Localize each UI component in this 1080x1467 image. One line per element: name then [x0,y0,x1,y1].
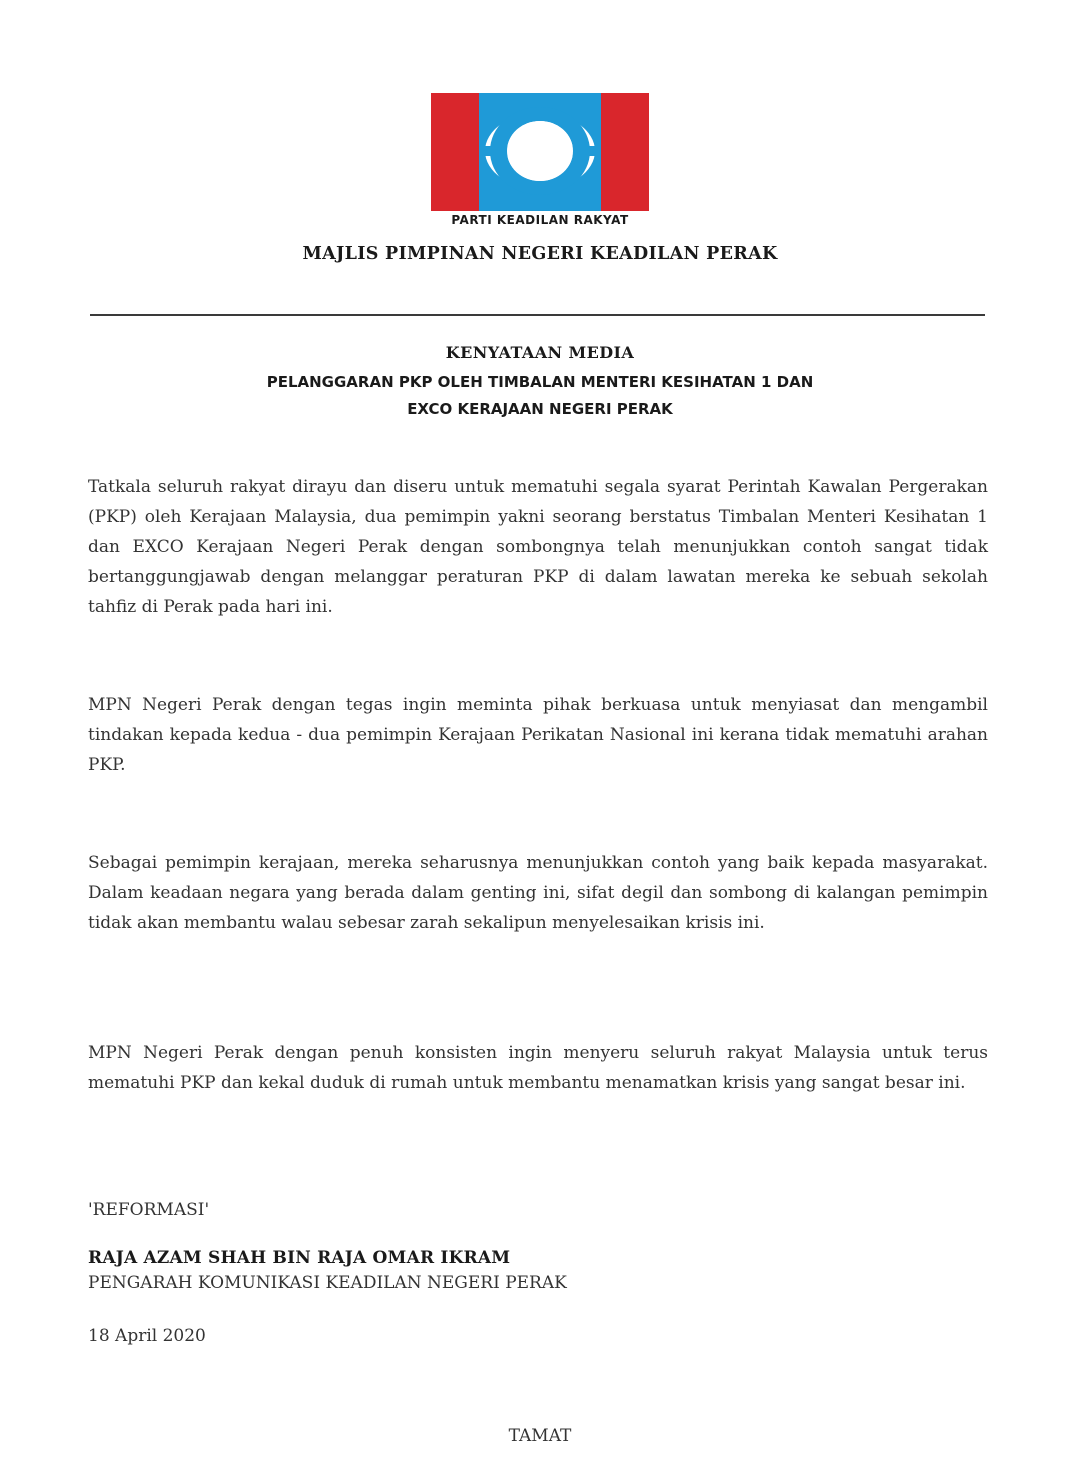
subject-heading-line-2: EXCO KERAJAAN NEGERI PERAK [407,400,673,418]
body-paragraph-2: MPN Negeri Perak dengan tegas ingin meminta pihak berkuasa untuk menyiasat dan mengambil tindakan kepada kedua - dua pemimpin Kerajaan Perikatan Nasional ini kerana tidak mematuhi arahan PKP. [88,695,988,775]
logo-red-bar-left [431,93,479,211]
party-logo [431,93,649,211]
logo-caption: PARTI KEADILAN RAKYAT [451,213,629,227]
subject-heading-line-1: PELANGGARAN PKP OLEH TIMBALAN MENTERI KESIHATAN 1 DAN [266,373,814,391]
body-paragraph-1: Tatkala seluruh rakyat dirayu dan diseru untuk mematuhi segala syarat Perintah Kawalan Pergerakan (PKP) oleh Kerajaan Malaysia, dua pemimpin yakni seorang berstatus Timbalan Menteri Kesihatan 1 dan EXCO Kerajaan Negeri Perak dengan sombongnya telah menunjukkan contoh sangat tidak bertanggungjawab dengan melanggar peraturan PKP di dalam lawatan mereka ke sebuah sekolah tahfiz di Perak pada hari ini. [88,477,988,617]
logo-red-bar-right [601,93,649,211]
body-paragraph-3: Sebagai pemimpin kerajaan, mereka seharusnya menunjukkan contoh yang baik kepada masyarakat. Dalam keadaan negara yang berada dalam genting ini, sifat degil dan sombong di kalangan pemimpin tidak akan membantu walau sebesar zarah sekalipun menyelesaikan krisis ini. [88,853,988,933]
document-type-heading: KENYATAAN MEDIA [445,343,635,362]
organization-name: MAJLIS PIMPINAN NEGERI KEADILAN PERAK [302,244,778,264]
logo-blue-panel [479,93,601,211]
end-marker: TAMAT [508,1426,572,1446]
signer-title: PENGARAH KOMUNIKASI KEADILAN NEGERI PERAK [88,1273,567,1293]
logo-eye-icon [479,93,601,211]
release-date: 18 April 2020 [88,1326,206,1346]
body-paragraph-4: MPN Negeri Perak dengan penuh konsisten ingin menyeru seluruh rakyat Malaysia untuk terus mematuhi PKP dan kekal duduk di rumah untuk membantu menamatkan krisis yang sangat besar ini. [88,1043,988,1093]
slogan: 'REFORMASI' [88,1200,210,1220]
signer-name: RAJA AZAM SHAH BIN RAJA OMAR IKRAM [88,1248,511,1268]
header-divider [90,314,985,316]
